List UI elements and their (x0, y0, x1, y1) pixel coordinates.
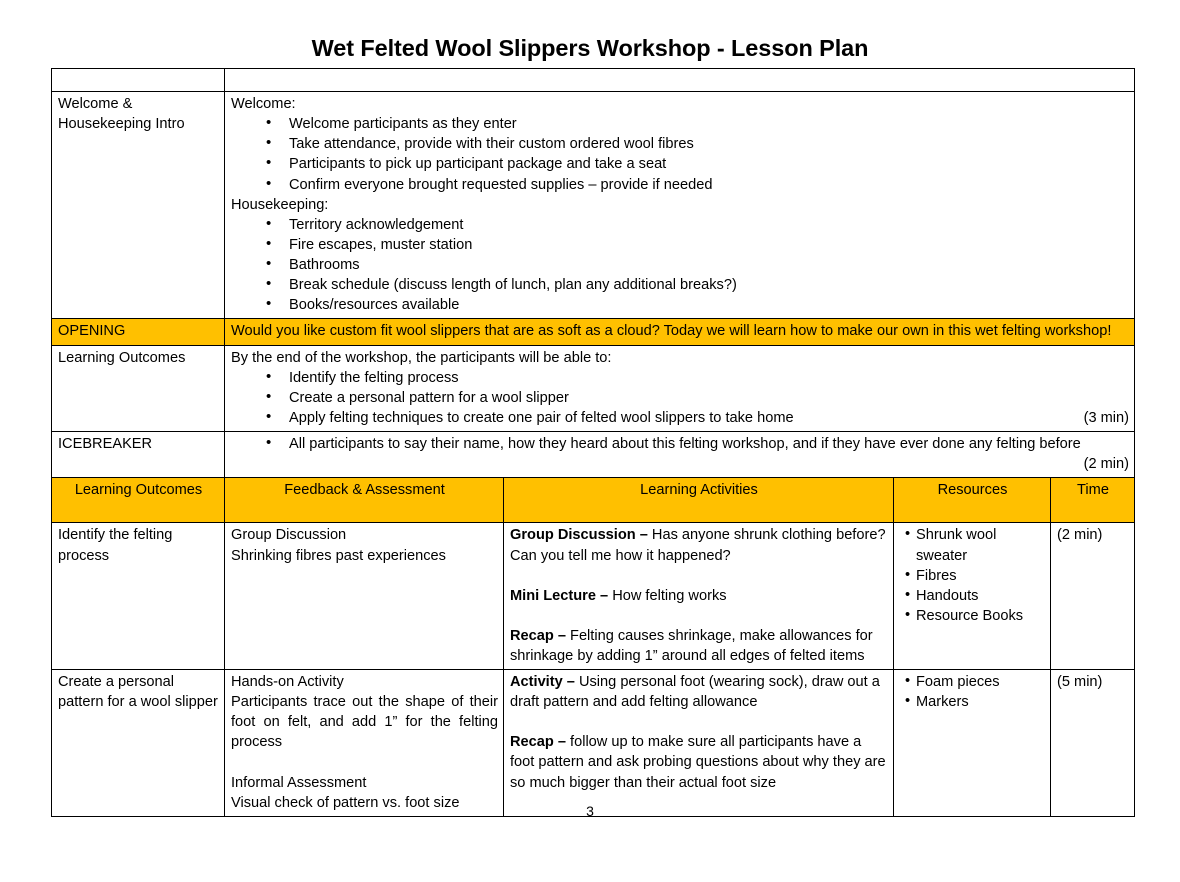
column-header-time: Time (1051, 478, 1135, 523)
housekeeping-bullet-list (231, 215, 1129, 316)
resource-list (900, 525, 1045, 626)
activity-block (510, 672, 888, 712)
housekeeping-heading: Housekeeping: (231, 196, 329, 213)
list-item: • Markers (916, 692, 1045, 712)
icebreaker-content (225, 432, 1135, 478)
page-number: 3 (586, 803, 594, 819)
cell-activities (504, 523, 894, 670)
opening-label: OPENING (52, 319, 225, 345)
table-row (52, 670, 1135, 817)
activity-text: follow up to make sure all participants have a foot pattern and ask probing questions about why they are so much bigger than their actual foot size (510, 734, 886, 791)
list-item: • All participants to say their name, how they heard about this felting workshop, and if they have ever done any felting before (289, 434, 1129, 454)
list-item: • Fire escapes, muster station (289, 235, 1129, 255)
column-header-resources: Resources (894, 478, 1051, 523)
list-item: • Participants to pick up participant package and take a seat (289, 154, 1129, 174)
table-row-icebreaker (52, 432, 1135, 478)
list-item-text: Apply felting techniques to create one pair of felted wool slippers to take home (289, 409, 794, 426)
learning-outcomes-label: Learning Outcomes (52, 345, 225, 432)
paragraph-gap (510, 566, 888, 586)
feedback-line: Visual check of pattern vs. foot size (231, 794, 460, 811)
feedback-line: Group Discussion (231, 527, 347, 544)
list-item: • Confirm everyone brought requested supplies – provide if needed (289, 175, 1129, 195)
activity-block (510, 626, 888, 666)
list-item: • Welcome participants as they enter (289, 114, 1129, 134)
welcome-content (225, 92, 1135, 319)
list-item: • Foam pieces (916, 672, 1045, 692)
list-item: • Handouts (916, 586, 1045, 606)
list-item: • Resource Books (916, 606, 1045, 626)
table-row-welcome (52, 92, 1135, 319)
page-title: Wet Felted Wool Slippers Workshop - Lesson Plan (311, 35, 869, 61)
activity-label: Recap – (510, 627, 571, 644)
activity-block (510, 732, 888, 792)
activity-text: Using personal foot (wearing sock), draw out a draft pattern and add felting allowance (510, 674, 880, 711)
list-item: • Break schedule (discuss length of lunch, plan any additional breaks?) (289, 275, 1129, 295)
table-row-learning-outcomes (52, 345, 1135, 432)
main-table-header-row (52, 478, 1135, 523)
feedback-line: Participants trace out the shape of their foot on felt, and add 1” for the felting process (231, 694, 498, 751)
feedback-line: Informal Assessment (231, 774, 367, 791)
list-item: • Books/resources available (289, 295, 1129, 315)
list-item: • Bathrooms (289, 255, 1129, 275)
list-item (289, 408, 1129, 428)
activity-label: Activity – (510, 674, 579, 690)
lesson-plan-table (51, 68, 1135, 817)
paragraph-gap (510, 712, 888, 732)
column-header-learning-outcomes: Learning Outcomes (52, 478, 225, 523)
welcome-heading: Welcome: (231, 96, 296, 112)
column-header-learning-activities: Learning Activities (504, 478, 894, 523)
spacer-cell-left (52, 69, 225, 92)
list-item: • Take attendance, provide with their custom ordered wool fibres (289, 134, 1129, 154)
cell-resources (894, 670, 1051, 817)
cell-feedback (225, 670, 504, 817)
cell-outcome: Identify the felting process (52, 523, 225, 670)
duration-badge: (3 min) (1083, 409, 1129, 426)
cell-feedback (225, 523, 504, 670)
cell-resources (894, 523, 1051, 670)
duration-badge: (2 min) (1083, 456, 1129, 473)
icebreaker-label: ICEBREAKER (52, 432, 225, 478)
list-item: • Create a personal pattern for a wool slipper (289, 388, 1129, 408)
welcome-bullet-list (231, 114, 1129, 195)
feedback-line: Hands-on Activity (231, 674, 344, 690)
column-header-feedback-assessment: Feedback & Assessment (225, 478, 504, 523)
list-item: • Shrunk wool sweater (916, 525, 1045, 565)
table-row (52, 523, 1135, 670)
welcome-label: Welcome & Housekeeping Intro (52, 92, 225, 319)
list-item: • Fibres (916, 566, 1045, 586)
spacer-cell-right (225, 69, 1135, 92)
activity-block (510, 586, 888, 606)
activity-label: Group Discussion – (510, 527, 652, 544)
list-item: • Identify the felting process (289, 368, 1129, 388)
activity-text: Felting causes shrinkage, make allowances for shrinkage by adding 1” around all edges of felted items (510, 627, 873, 664)
cell-time: (2 min) (1051, 523, 1135, 670)
table-spacer-row (52, 69, 1135, 92)
activity-text: How felting works (612, 587, 727, 604)
cell-outcome: Create a personal pattern for a wool slipper (52, 670, 225, 817)
learning-outcomes-content (225, 345, 1135, 432)
activity-text: Has anyone shrunk clothing before? Can you tell me how it happened? (510, 527, 886, 564)
table-row-opening (52, 319, 1135, 345)
learning-outcomes-lead: By the end of the workshop, the participants will be able to: (231, 349, 612, 366)
icebreaker-bullet-list (231, 434, 1129, 454)
paragraph-gap (510, 606, 888, 626)
activity-block (510, 525, 888, 565)
list-item: • Territory acknowledgement (289, 215, 1129, 235)
cell-activities (504, 670, 894, 817)
paragraph-gap (231, 753, 498, 773)
resource-list (900, 672, 1045, 712)
learning-outcomes-bullet-list (231, 368, 1129, 428)
opening-text: Would you like custom fit wool slippers that are as soft as a cloud? Today we will learn how to make our own in this wet felting workshop! (225, 319, 1135, 345)
cell-time: (5 min) (1051, 670, 1135, 817)
feedback-line: Shrinking fibres past experiences (231, 547, 446, 564)
activity-label: Mini Lecture – (510, 587, 613, 604)
activity-label: Recap – (510, 734, 571, 751)
